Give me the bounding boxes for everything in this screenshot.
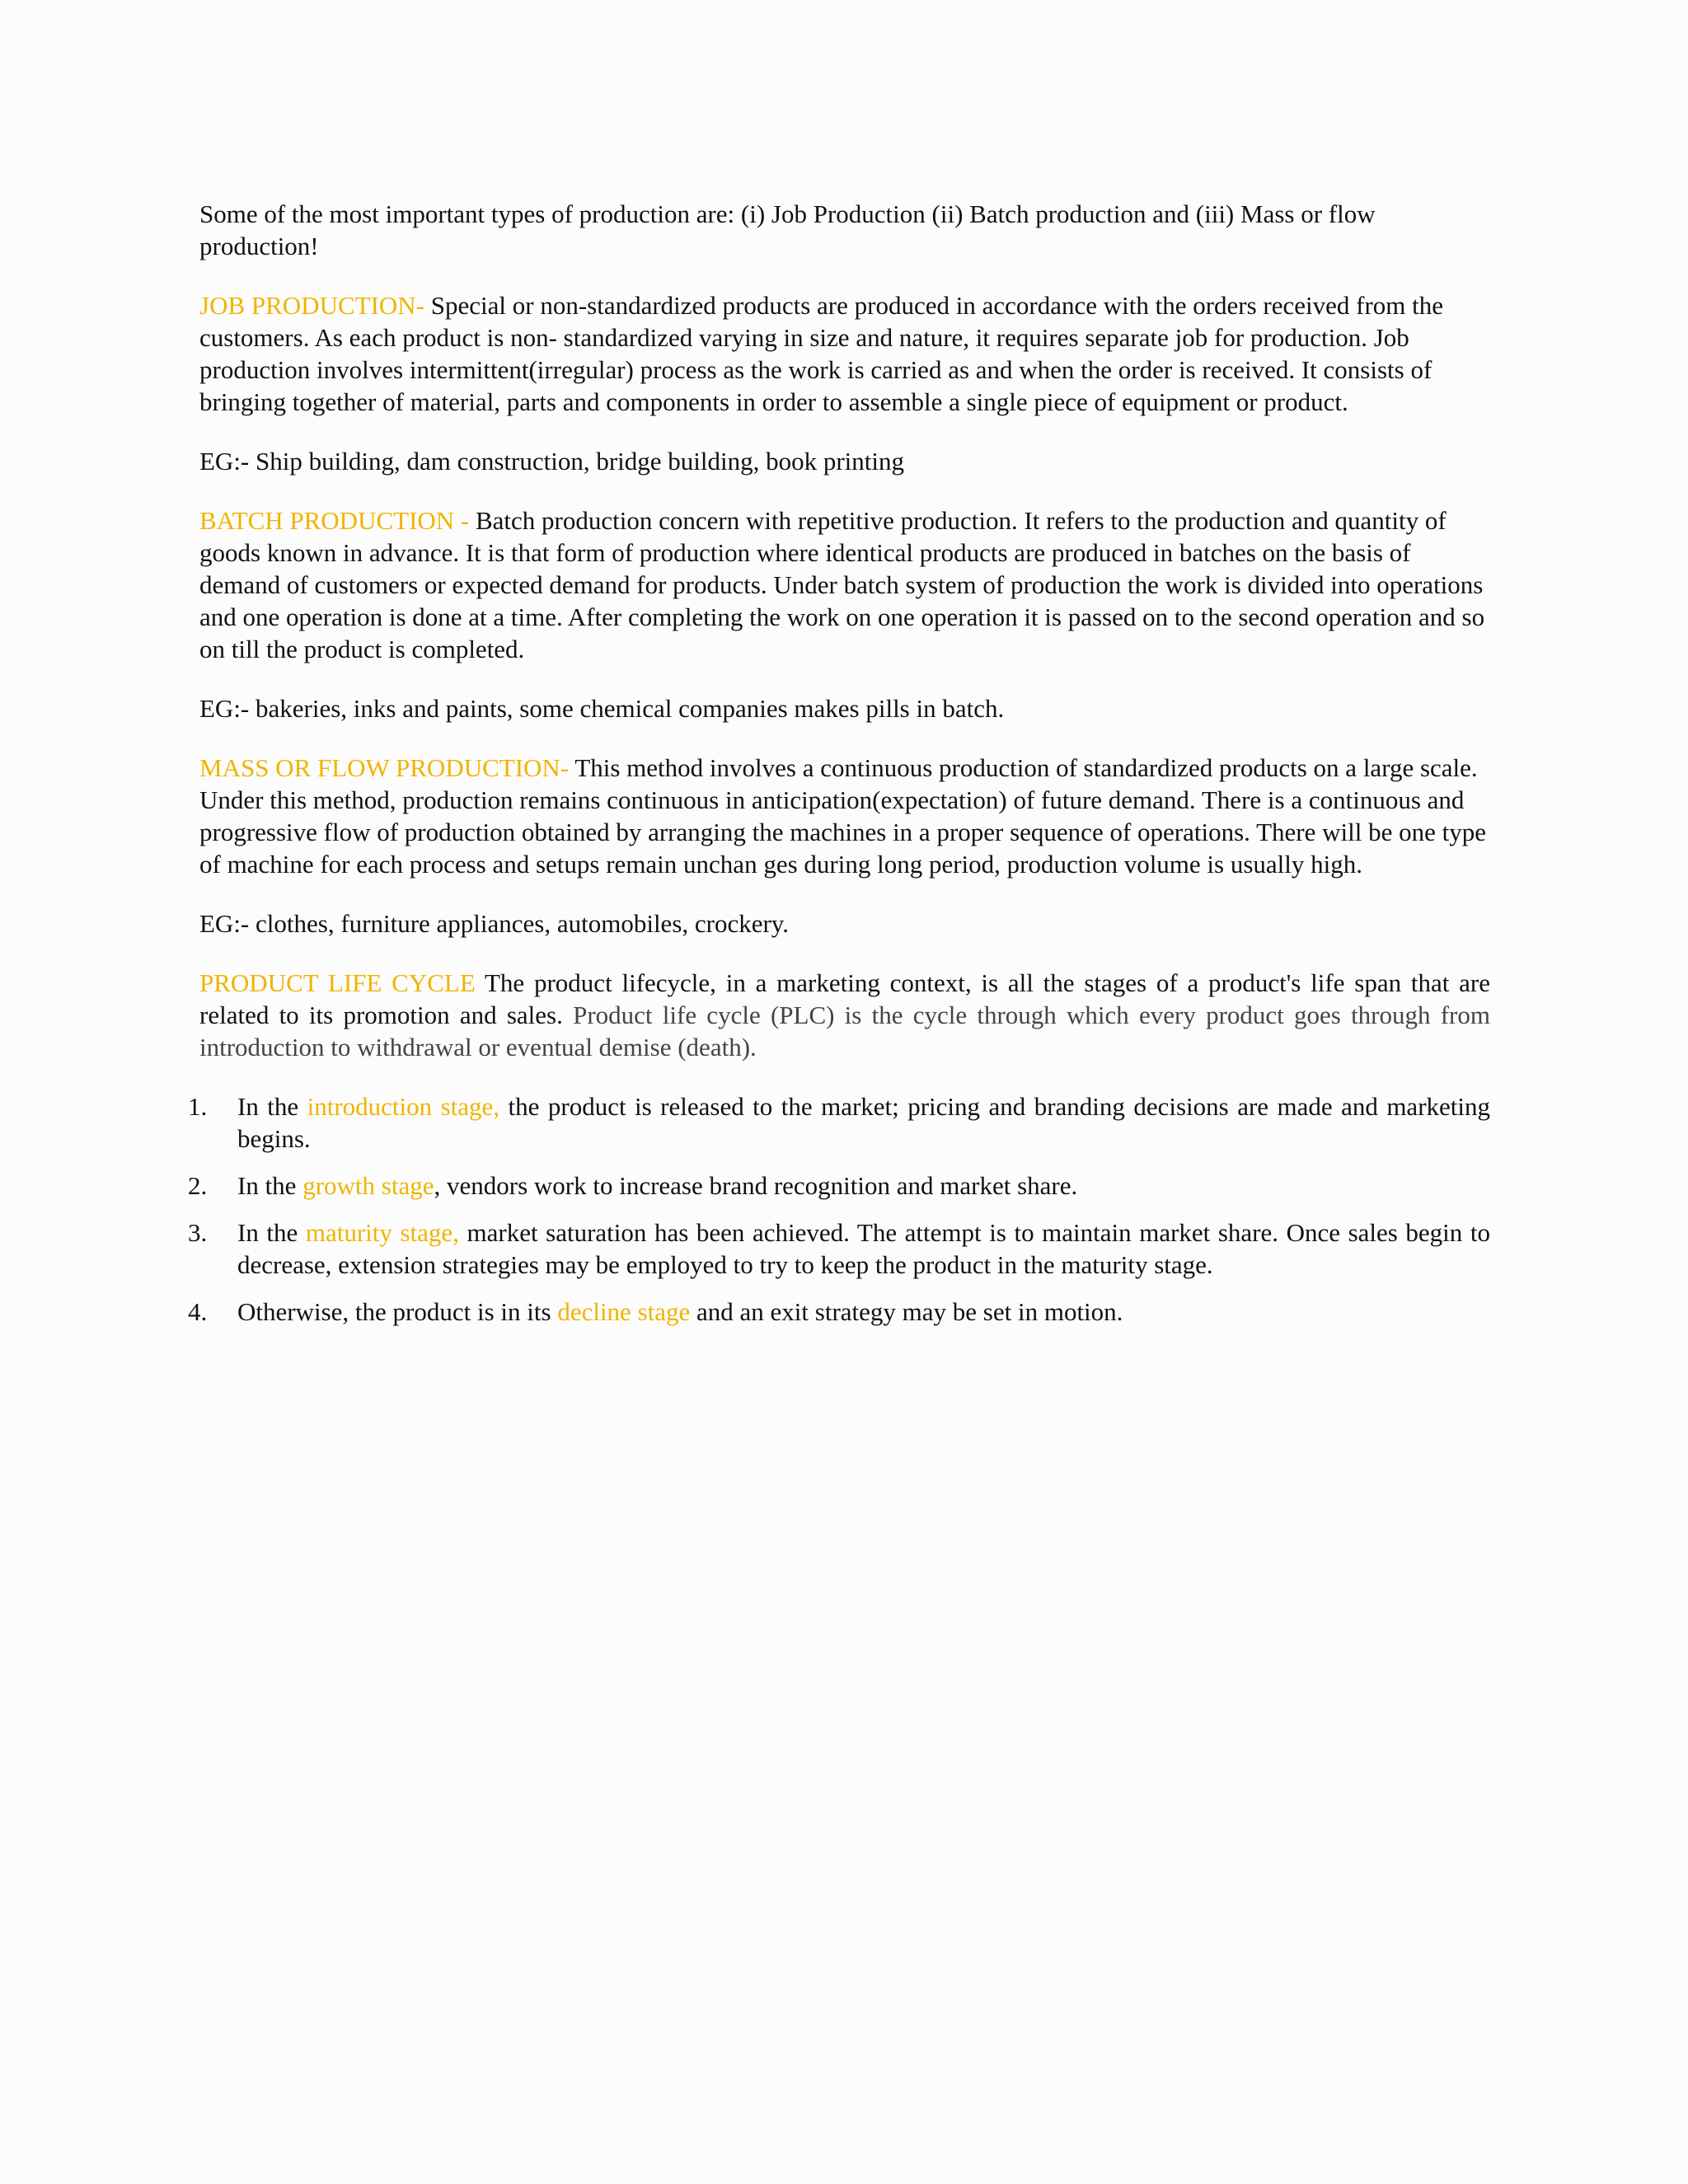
list-item-number: 2.	[188, 1171, 208, 1200]
stage-name-decline: decline stage	[557, 1297, 691, 1326]
job-production-example: EG:- Ship building, dam construction, bridge building, book printing	[199, 447, 905, 476]
list-item-text-pre: In the	[237, 1092, 307, 1121]
job-production-paragraph	[199, 289, 1490, 418]
list-item	[188, 1090, 1490, 1155]
batch-production-example: EG:- bakeries, inks and paints, some chemical companies makes pills in batch.	[199, 694, 1005, 723]
product-life-cycle-definition: Product life cycle (PLC) is the cycle through which every product goes through from introduction to withdrawal or eventual demise (death).	[199, 1001, 1490, 1062]
list-item	[188, 1169, 1490, 1202]
list-item-text-pre: In the	[237, 1218, 306, 1247]
stage-name-maturity: maturity stage,	[305, 1218, 459, 1247]
list-item-text-pre: Otherwise, the product is in its	[237, 1297, 558, 1326]
document-page	[188, 198, 1490, 1343]
list-item-number: 3.	[188, 1218, 208, 1247]
mass-production-example: EG:- clothes, furniture appliances, automobiles, crockery.	[199, 909, 790, 938]
list-item-text-pre: In the	[237, 1171, 303, 1200]
list-item	[188, 1296, 1490, 1328]
life-cycle-stages-list	[188, 1090, 1490, 1328]
mass-production-body: This method involves a continuous production of standardized products on a large scale. Under this method, production remains continuous in anticipation(expectation) of future demand. There is a continuous and progressive flow of production obtained by arranging the machines in a proper sequence of operations. There will be one type of machine for each process and setups remain unchan ges during long period, production volume is usually high.	[199, 753, 1486, 879]
list-item-number: 4.	[188, 1297, 208, 1326]
product-life-cycle-heading: PRODUCT LIFE CYCLE	[199, 968, 476, 997]
mass-production-paragraph	[199, 752, 1490, 880]
job-production-body: Special or non-standardized products are produced in accordance with the orders received from the customers. As each product is non- standardized varying in size and nature, it requires separate job for production. Job production involves intermittent(irregular) process as the work is carried as and when the order is received. It consists of bringing together of material, parts and components in order to assemble a single piece of equipment or product.	[199, 291, 1444, 416]
stage-name-introduction: introduction stage,	[307, 1092, 500, 1121]
job-production-heading: JOB PRODUCTION-	[199, 291, 424, 320]
batch-production-heading: BATCH PRODUCTION -	[199, 506, 470, 535]
batch-production-body: Batch production concern with repetitive production. It refers to the production and quantity of goods known in advance. It is that form of production where identical products are produced in batches on the basis of demand of customers or expected demand for products. Under batch system of production the work is divided into operations and one operation is done at a time. After completing the work on one operation it is passed on to the second operation and so on till the product is completed.	[199, 506, 1485, 663]
list-item-number: 1.	[188, 1092, 208, 1121]
list-item-text-post: and an exit strategy may be set in motion.	[690, 1297, 1123, 1326]
list-item-text-post: market saturation has been achieved. The attempt is to maintain market share. Once sales begin to decrease, extension strategies may be employed to try to keep the product in the maturity stage.	[237, 1218, 1490, 1279]
list-item-text-post: the product is released to the market; pricing and branding decisions are made and marketing begins.	[237, 1092, 1490, 1153]
stage-name-growth: growth stage	[302, 1171, 434, 1200]
product-life-cycle-paragraph	[199, 967, 1490, 1063]
intro-paragraph: Some of the most important types of production are: (i) Job Production (ii) Batch production and (iii) Mass or flow production!	[199, 199, 1376, 260]
list-item-text-post: , vendors work to increase brand recognition and market share.	[434, 1171, 1078, 1200]
batch-production-paragraph	[199, 504, 1490, 665]
mass-production-heading: MASS OR FLOW PRODUCTION-	[199, 753, 570, 782]
list-item	[188, 1216, 1490, 1281]
product-life-cycle-body: The product lifecycle, in a marketing context, is all the stages of a product's life span that are related to its promotion and sales.	[199, 968, 1490, 1029]
